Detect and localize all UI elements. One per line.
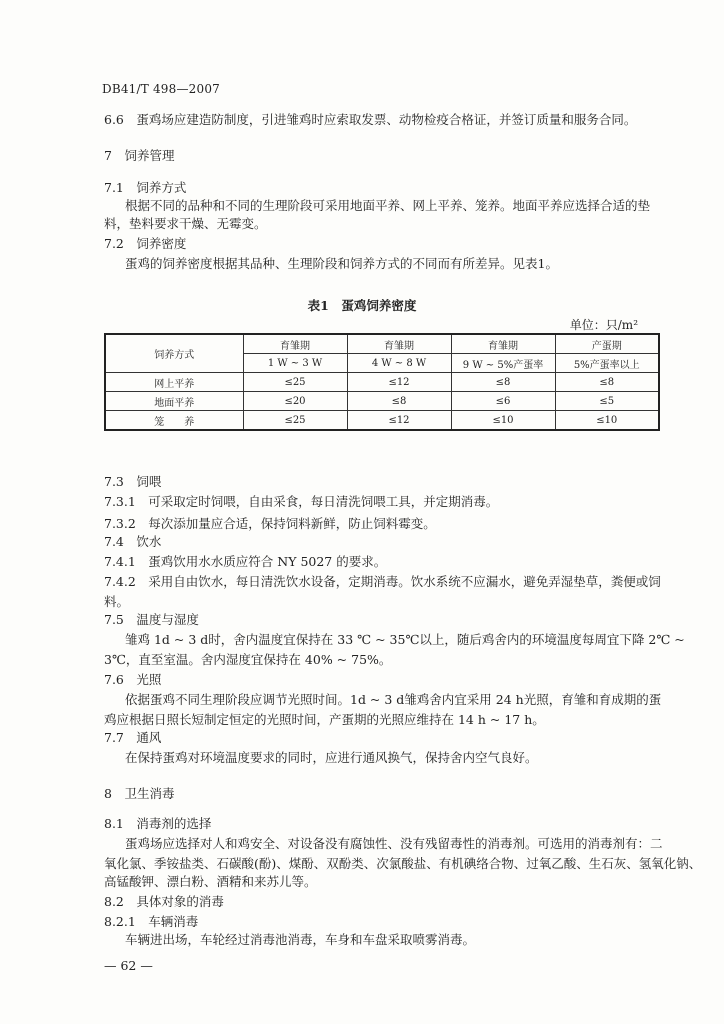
- table-period: 5%产蛋率以上: [555, 354, 659, 373]
- clause-7-4-2-line2: 料。: [104, 594, 130, 609]
- table-cell: ≤10: [555, 411, 659, 431]
- table-cell: ≤8: [451, 373, 555, 392]
- table-period: 1 W ~ 3 W: [243, 354, 347, 373]
- clause-8-1-line2: 氧化氯、季铵盐类、石碳酸(酚)、煤酚、双酚类、次氯酸盐、有机碘络合物、过氧乙酸、生石灰、氢氧化钠、: [104, 856, 702, 871]
- table-row-label: 网上平养: [105, 373, 243, 392]
- clause-7-1-title: 7.1 饲养方式: [104, 180, 187, 195]
- clause-8-1-line3: 高锰酸钾、漂白粉、酒精和来苏儿等。: [104, 874, 317, 889]
- table-unit: 单位：只/m²: [569, 318, 638, 332]
- clause-7-1-line1: 根据不同的品种和不同的生理阶段可采用地面平养、网上平养、笼养。地面平养应选择合适的垫: [125, 198, 651, 213]
- table-caption: 表1 蛋鸡饲养密度: [307, 298, 417, 313]
- clause-7-2-line1: 蛋鸡的饲养密度根据其品种、生理阶段和饲养方式的不同而有所差异。见表1。: [125, 256, 558, 271]
- table-row-label: 笼 养: [105, 411, 243, 431]
- table-row: [105, 373, 659, 392]
- clause-7-6-line2: 鸡应根据日照长短制定恒定的光照时间，产蛋期的光照应维持在 14 h ~ 17 h。: [104, 712, 545, 727]
- standard-header: DB41/T 498—2007: [102, 82, 221, 96]
- clause-7-2-title: 7.2 饲养密度: [104, 236, 187, 251]
- clause-8-1-title: 8.1 消毒剂的选择: [104, 816, 212, 831]
- table-cell: ≤8: [555, 373, 659, 392]
- clause-8-2-title: 8.2 具体对象的消毒: [104, 894, 224, 909]
- clause-7-3-2: 7.3.2 每次添加量应合适，保持饲料新鲜，防止饲料霉变。: [104, 516, 436, 531]
- table-cell: ≤12: [347, 373, 451, 392]
- clause-8-2-1-line1: 车辆进出场，车轮经过消毒池消毒，车身和车盘采取喷雾消毒。: [125, 932, 476, 947]
- clause-7-5-title: 7.5 温度与湿度: [104, 612, 199, 627]
- clause-7-4-2-line1: 7.4.2 采用自由饮水，每日清洗饮水设备，定期消毒。饮水系统不应漏水，避免弄湿垫草，粪便或饲: [104, 574, 661, 589]
- clause-7-6-line1: 依据蛋鸡不同生理阶段应调节光照时间。1d ~ 3 d雏鸡舍内宜采用 24 h光照，育雏和育成期的蛋: [125, 692, 662, 707]
- table-cell: ≤8: [347, 392, 451, 411]
- clause-7-5-line2: 3℃，直至室温。舍内湿度宜保持在 40% ~ 75%。: [104, 652, 392, 667]
- clause-7-1-line2: 料，垫料要求干燥、无霉变。: [104, 216, 267, 231]
- section-7-title: 7 饲养管理: [104, 148, 175, 163]
- table-cell: ≤10: [451, 411, 555, 431]
- clause-7-4-1: 7.4.1 蛋鸡饮用水水质应符合 NY 5027 的要求。: [104, 554, 387, 569]
- table-row: [105, 411, 659, 431]
- clause-7-3-1: 7.3.1 可采取定时饲喂，自由采食，每日清洗饲喂工具，并定期消毒。: [104, 494, 499, 509]
- clause-7-3-title: 7.3 饲喂: [104, 474, 162, 489]
- density-table: [104, 333, 660, 431]
- table-row: [105, 392, 659, 411]
- table-row-header: 饲养方式: [105, 334, 243, 373]
- table-row-label: 地面平养: [105, 392, 243, 411]
- table-stage: 育雏期: [451, 334, 555, 354]
- table-cell: ≤12: [347, 411, 451, 431]
- clause-8-1-line1: 蛋鸡场应选择对人和鸡安全、对设备没有腐蚀性、没有残留毒性的消毒剂。可选用的消毒剂有：二: [125, 836, 663, 851]
- clause-7-7-title: 7.7 通风: [104, 730, 162, 745]
- table-cell: ≤5: [555, 392, 659, 411]
- clause-7-6-title: 7.6 光照: [104, 672, 162, 687]
- table-stage: 产蛋期: [555, 334, 659, 354]
- clause-8-2-1-title: 8.2.1 车辆消毒: [104, 914, 199, 929]
- section-8-title: 8 卫生消毒: [104, 786, 175, 801]
- table-cell: ≤20: [243, 392, 347, 411]
- table-period: 4 W ~ 8 W: [347, 354, 451, 373]
- table-period: 9 W ~ 5%产蛋率: [451, 354, 555, 373]
- table-cell: ≤25: [243, 411, 347, 431]
- table-stage: 育雏期: [347, 334, 451, 354]
- clause-7-5-line1: 雏鸡 1d ~ 3 d时，舍内温度宜保持在 33 ℃ ~ 35℃以上，随后鸡舍内的环境温度每周宜下降 2℃ ~: [125, 632, 685, 647]
- clause-6-6: 6.6 蛋鸡场应建造防制度，引进雏鸡时应索取发票、动物检疫合格证，并签订质量和服务合同。: [104, 112, 637, 127]
- clause-7-4-title: 7.4 饮水: [104, 534, 162, 549]
- page-number: — 62 —: [104, 958, 153, 973]
- table-cell: ≤25: [243, 373, 347, 392]
- table-cell: ≤6: [451, 392, 555, 411]
- table-stage: 育雏期: [243, 334, 347, 354]
- clause-7-7-line1: 在保持蛋鸡对环境温度要求的同时，应进行通风换气，保持舍内空气良好。: [125, 750, 538, 765]
